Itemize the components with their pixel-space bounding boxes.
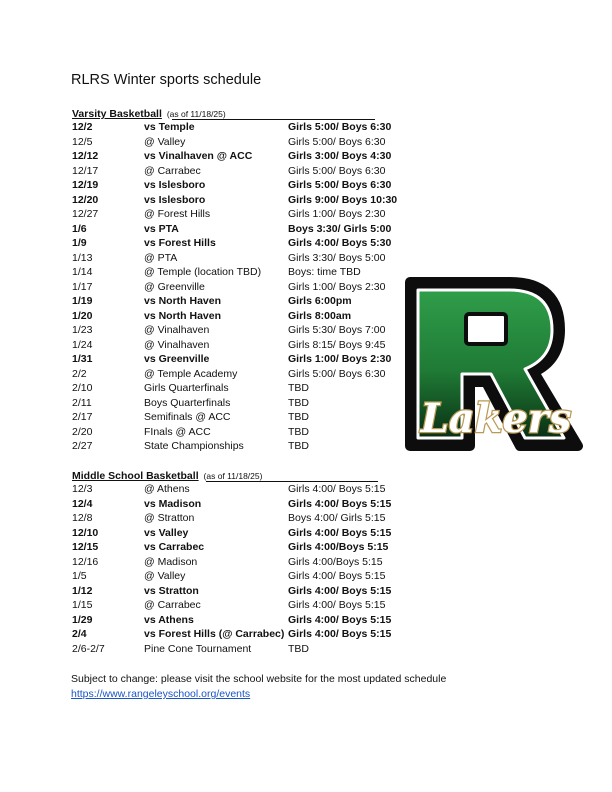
game-time: TBD — [288, 425, 309, 438]
schedule-row — [72, 178, 452, 193]
varsity-as-of: (as of 11/18/25) — [166, 109, 226, 119]
rlrs-lakers-logo — [392, 268, 597, 463]
game-date: 1/14 — [72, 266, 93, 278]
game-time: Girls 4:00/ Boys 5:30 — [288, 237, 392, 249]
game-date: 12/2 — [72, 121, 93, 133]
schedule-row — [72, 207, 452, 222]
game-time: Girls 4:00/ Boys 5:15 — [288, 599, 386, 611]
game-time: Girls 5:00/ Boys 6:30 — [288, 367, 386, 380]
footer — [71, 672, 446, 702]
game-date: 12/19 — [72, 179, 99, 191]
game-time: TBD — [288, 396, 309, 409]
middle-school-section — [72, 470, 452, 656]
schedule-row — [72, 511, 452, 526]
game-time: Girls 1:00/ Boys 2:30 — [288, 353, 392, 365]
middle-school-schedule-list — [72, 482, 452, 656]
game-opponent: vs Valley — [144, 526, 189, 539]
game-date: 1/5 — [72, 570, 87, 582]
game-date: 2/20 — [72, 425, 93, 438]
game-opponent: vs North Haven — [144, 309, 222, 322]
game-date: 12/16 — [72, 555, 99, 568]
schedule-row — [72, 164, 452, 179]
game-opponent: @ Forest Hills — [144, 208, 211, 220]
game-opponent: vs North Haven — [144, 295, 222, 307]
middle-school-heading: Middle School Basketball — [72, 470, 199, 482]
schedule-row — [72, 222, 452, 237]
game-opponent: @ Valley — [144, 135, 186, 148]
game-time: Girls 4:00/ Boys 5:15 — [288, 526, 392, 539]
game-time: TBD — [288, 382, 309, 394]
schedule-row — [72, 482, 452, 497]
game-date: 2/27 — [72, 440, 93, 452]
game-date: 1/15 — [72, 599, 93, 611]
game-opponent: @ Temple (location TBD) — [144, 266, 262, 278]
game-date: 1/31 — [72, 353, 93, 365]
game-date: 1/20 — [72, 309, 93, 322]
game-opponent: vs Islesboro — [144, 179, 206, 191]
game-opponent: @ Valley — [144, 570, 186, 582]
middle-school-as-of: (as of 11/18/25) — [203, 471, 263, 481]
game-opponent: @ Stratton — [144, 512, 195, 524]
game-date: 1/9 — [72, 237, 87, 249]
game-opponent: @ PTA — [144, 251, 178, 264]
schedule-row — [72, 555, 452, 570]
schedule-row — [72, 497, 452, 512]
game-opponent: Semifinals @ ACC — [144, 411, 231, 423]
game-time: Girls 5:00/ Boys 6:30 — [288, 179, 392, 191]
schedule-row — [72, 584, 452, 599]
game-time: Girls 5:30/ Boys 7:00 — [288, 324, 386, 336]
game-date: 12/20 — [72, 193, 99, 206]
game-time: Boys 4:00/ Girls 5:15 — [288, 512, 386, 524]
game-date: 2/17 — [72, 411, 93, 423]
game-date: 1/24 — [72, 338, 93, 351]
game-opponent: vs Temple — [144, 121, 195, 133]
game-date: 12/12 — [72, 150, 99, 162]
game-date: 1/13 — [72, 251, 93, 264]
schedule-row — [72, 135, 452, 150]
game-time: Girls 4:00/ Boys 5:15 — [288, 570, 386, 582]
game-opponent: vs Greenville — [144, 353, 210, 365]
game-opponent: vs Athens — [144, 613, 194, 626]
game-date: 1/6 — [72, 222, 87, 235]
game-date: 1/29 — [72, 613, 93, 626]
game-time: TBD — [288, 440, 309, 452]
game-time: Girls 5:00/ Boys 6:30 — [288, 135, 386, 148]
game-opponent: Pine Cone Tournament — [144, 642, 252, 655]
game-opponent: vs Forest Hills (@ Carrabec) — [144, 628, 285, 640]
game-opponent: @ Vinalhaven — [144, 338, 210, 351]
game-time: Girls 6:00pm — [288, 295, 352, 307]
game-time: Girls 1:00/ Boys 2:30 — [288, 280, 386, 293]
game-opponent: @ Carrabec — [144, 164, 201, 177]
schedule-row — [72, 642, 452, 657]
game-date: 12/5 — [72, 135, 93, 148]
game-date: 1/17 — [72, 280, 93, 293]
game-opponent: @ Greenville — [144, 280, 205, 293]
game-time: Girls 8:15/ Boys 9:45 — [288, 338, 386, 351]
game-time: Boys: time TBD — [288, 266, 361, 278]
game-time: Girls 5:00/ Boys 6:30 — [288, 121, 392, 133]
schedule-row — [72, 540, 452, 555]
footer-note: Subject to change: please visit the school website for the most updated schedule — [71, 673, 447, 685]
game-date: 2/4 — [72, 628, 87, 640]
game-time: Boys 3:30/ Girls 5:00 — [288, 222, 392, 235]
game-time: Girls 9:00/ Boys 10:30 — [288, 193, 398, 206]
schedule-row — [72, 569, 452, 584]
game-time: Girls 5:00/ Boys 6:30 — [288, 164, 386, 177]
schedule-row — [72, 120, 452, 135]
game-date: 1/23 — [72, 324, 93, 336]
game-opponent: @ Athens — [144, 483, 190, 495]
game-date: 12/3 — [72, 483, 93, 495]
game-date: 12/4 — [72, 497, 93, 510]
game-opponent: @ Vinalhaven — [144, 324, 210, 336]
school-events-link[interactable]: https://www.rangeleyschool.org/events — [71, 688, 251, 700]
schedule-row — [72, 627, 452, 642]
varsity-header — [72, 108, 452, 120]
game-time: Girls 1:00/ Boys 2:30 — [288, 208, 386, 220]
schedule-row — [72, 193, 452, 208]
logo-lakers-wordmark: Lakers — [420, 395, 572, 442]
game-date: 12/27 — [72, 208, 99, 220]
game-date: 12/17 — [72, 164, 99, 177]
game-time: TBD — [288, 642, 309, 655]
game-opponent: vs Vinalhaven @ ACC — [144, 150, 253, 162]
game-date: 12/8 — [72, 512, 93, 524]
game-opponent: @ Temple Academy — [144, 367, 238, 380]
game-opponent: vs Carrabec — [144, 541, 205, 553]
game-time: Girls 4:00/ Boys 5:15 — [288, 628, 392, 640]
game-opponent: FInals @ ACC — [144, 425, 211, 438]
game-opponent: vs Islesboro — [144, 193, 206, 206]
schedule-row — [72, 149, 452, 164]
game-date: 2/10 — [72, 382, 93, 394]
game-opponent: @ Carrabec — [144, 599, 201, 611]
game-date: 2/6-2/7 — [72, 642, 105, 655]
game-opponent: @ Madison — [144, 555, 198, 568]
schedule-row — [72, 526, 452, 541]
game-opponent: State Championships — [144, 440, 244, 452]
middle-school-header — [72, 470, 452, 482]
schedule-row — [72, 251, 452, 266]
game-date: 2/2 — [72, 367, 87, 380]
game-opponent: vs PTA — [144, 222, 179, 235]
game-time: Girls 3:30/ Boys 5:00 — [288, 251, 386, 264]
game-time: Girls 4:00/Boys 5:15 — [288, 541, 389, 553]
game-date: 12/15 — [72, 541, 99, 553]
schedule-row — [72, 598, 452, 613]
varsity-heading: Varsity Basketball — [72, 108, 162, 120]
game-date: 1/12 — [72, 584, 93, 597]
game-opponent: Girls Quarterfinals — [144, 382, 229, 394]
schedule-row — [72, 613, 452, 628]
game-time: Girls 4:00/ Boys 5:15 — [288, 584, 392, 597]
game-time: Girls 4:00/ Boys 5:15 — [288, 483, 386, 495]
game-time: Girls 4:00/ Boys 5:15 — [288, 613, 392, 626]
game-time: Girls 4:00/Boys 5:15 — [288, 555, 383, 568]
game-opponent: Boys Quarterfinals — [144, 396, 231, 409]
game-opponent: vs Madison — [144, 497, 202, 510]
game-time: Girls 8:00am — [288, 309, 352, 322]
game-opponent: vs Stratton — [144, 584, 199, 597]
page-title: RLRS Winter sports schedule — [71, 72, 262, 88]
game-time: TBD — [288, 411, 309, 423]
game-date: 12/10 — [72, 526, 99, 539]
game-date: 2/11 — [72, 396, 92, 409]
game-time: Girls 4:00/ Boys 5:15 — [288, 497, 392, 510]
game-date: 1/19 — [72, 295, 93, 307]
schedule-row — [72, 236, 452, 251]
game-opponent: vs Forest Hills — [144, 237, 216, 249]
game-time: Girls 3:00/ Boys 4:30 — [288, 150, 392, 162]
